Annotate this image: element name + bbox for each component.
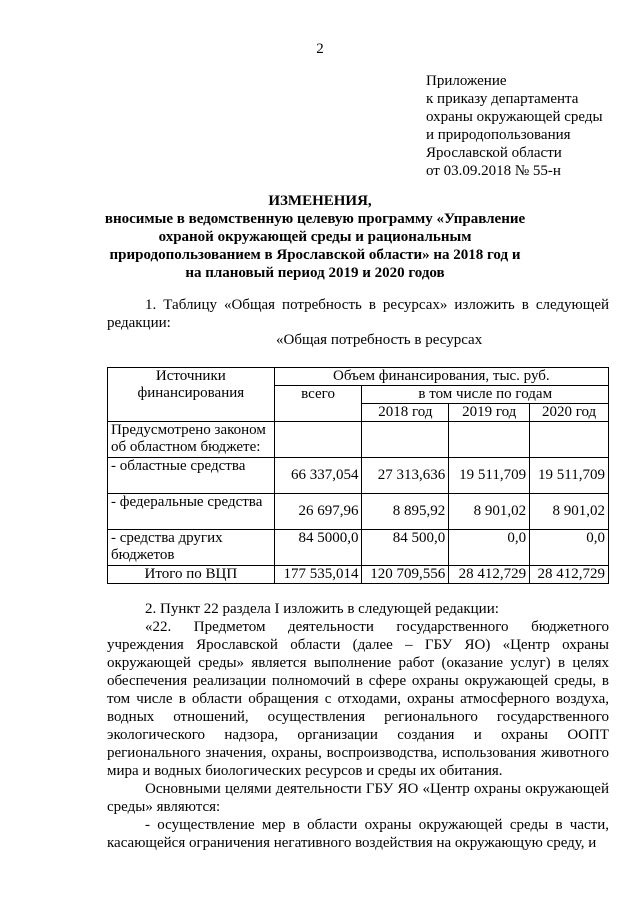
row-label: - средства других бюджетов [108,530,275,566]
cell-2018: 120 709,556 [362,566,449,584]
appendix-line: Приложение [426,73,507,89]
row-label: - областные средства [108,458,275,494]
table-row [108,530,609,566]
header-source: Источники финансирования [108,368,275,422]
cell-2018: 8 895,92 [362,494,449,530]
cell-2019: 28 412,729 [449,566,530,584]
appendix-line: к приказу департамента [426,91,579,107]
header-including: в том числе по годам [362,386,609,404]
cell-2020 [530,422,609,458]
header-total: всего [274,386,362,422]
row-label: Итого по ВЦП [108,566,275,584]
quote-paragraph: «22. Предметом деятельности государственного бюджетного учреждения Ярославской области (далее – ГБУ ЯО) «Центр охраны окружающей среды» является выполнение работ (оказание услуг) в целях обеспечения реализации полномочий в сфере охраны окружающей среды, в том числе в области обращения с отходами, охраны атмосферного воздуха, водных отношений, осуществления регионального государственного экологического надзора, организации создания и охраны ООПТ регионального значения, охраны, воспроизводства, использования животного мира и водных биологических ресурсов и среды их обитания. [107,619,609,779]
table-header-row [108,368,609,386]
cell-total: 177 535,014 [274,566,362,584]
cell-2020: 28 412,729 [530,566,609,584]
page-number: 2 [316,41,324,57]
row-label: - федеральные средства [108,494,275,530]
cell-2020: 8 901,02 [530,494,609,530]
table-row [108,494,609,530]
cell-2020: 19 511,709 [530,458,609,494]
row-label: Предусмотрено законом об областном бюджете: [108,422,275,458]
header-volume: Объем финансирования, тыс. руб. [274,368,608,386]
goal-1-paragraph: - осуществление мер в области охраны окружающей среды в части, касающейся ограничения негативного воздействия на окружающую среду, и [107,817,609,851]
table-total-row [108,566,609,584]
financing-table [107,367,609,584]
cell-total: 66 337,054 [274,458,362,494]
item-2-paragraph: 2. Пункт 22 раздела I изложить в следующей редакции: [145,601,499,617]
cell-2019 [449,422,530,458]
appendix-line: и природопользования [426,127,571,143]
cell-2018 [362,422,449,458]
cell-2019: 19 511,709 [449,458,530,494]
header-year-2018: 2018 год [362,404,449,422]
cell-total: 26 697,96 [274,494,362,530]
header-year-2020: 2020 год [530,404,609,422]
item-1-paragraph: 1. Таблицу «Общая потребность в ресурсах» изложить в следующей редакции: [107,297,609,331]
appendix-line: от 03.09.2018 № 55-н [426,163,561,179]
header-year-2019: 2019 год [449,404,530,422]
appendix-line: Ярославской области [426,145,562,161]
table-row [108,458,609,494]
cell-2019: 8 901,02 [449,494,530,530]
cell-total [274,422,362,458]
table-caption: «Общая потребность в ресурсах [276,332,483,348]
cell-2018: 84 500,0 [362,530,449,566]
cell-2020: 0,0 [530,530,609,566]
document-title: ИЗМЕНЕНИЯ, [268,193,372,209]
table-row [108,422,609,458]
goals-intro-paragraph: Основными целями деятельности ГБУ ЯО «Центр охраны окружающей среды» являются: [107,781,609,815]
cell-total: 84 5000,0 [274,530,362,566]
cell-2019: 0,0 [449,530,530,566]
appendix-line: охраны окружающей среды [426,109,603,125]
document-subtitle: вносимые в ведомственную целевую программу «Управление охраной окружающей среды и рациональным природопользованием в Ярославской области» на 2018 год и на плановый период 2019 и 2020 годов [104,211,526,281]
cell-2018: 27 313,636 [362,458,449,494]
appendix-block [426,72,626,180]
